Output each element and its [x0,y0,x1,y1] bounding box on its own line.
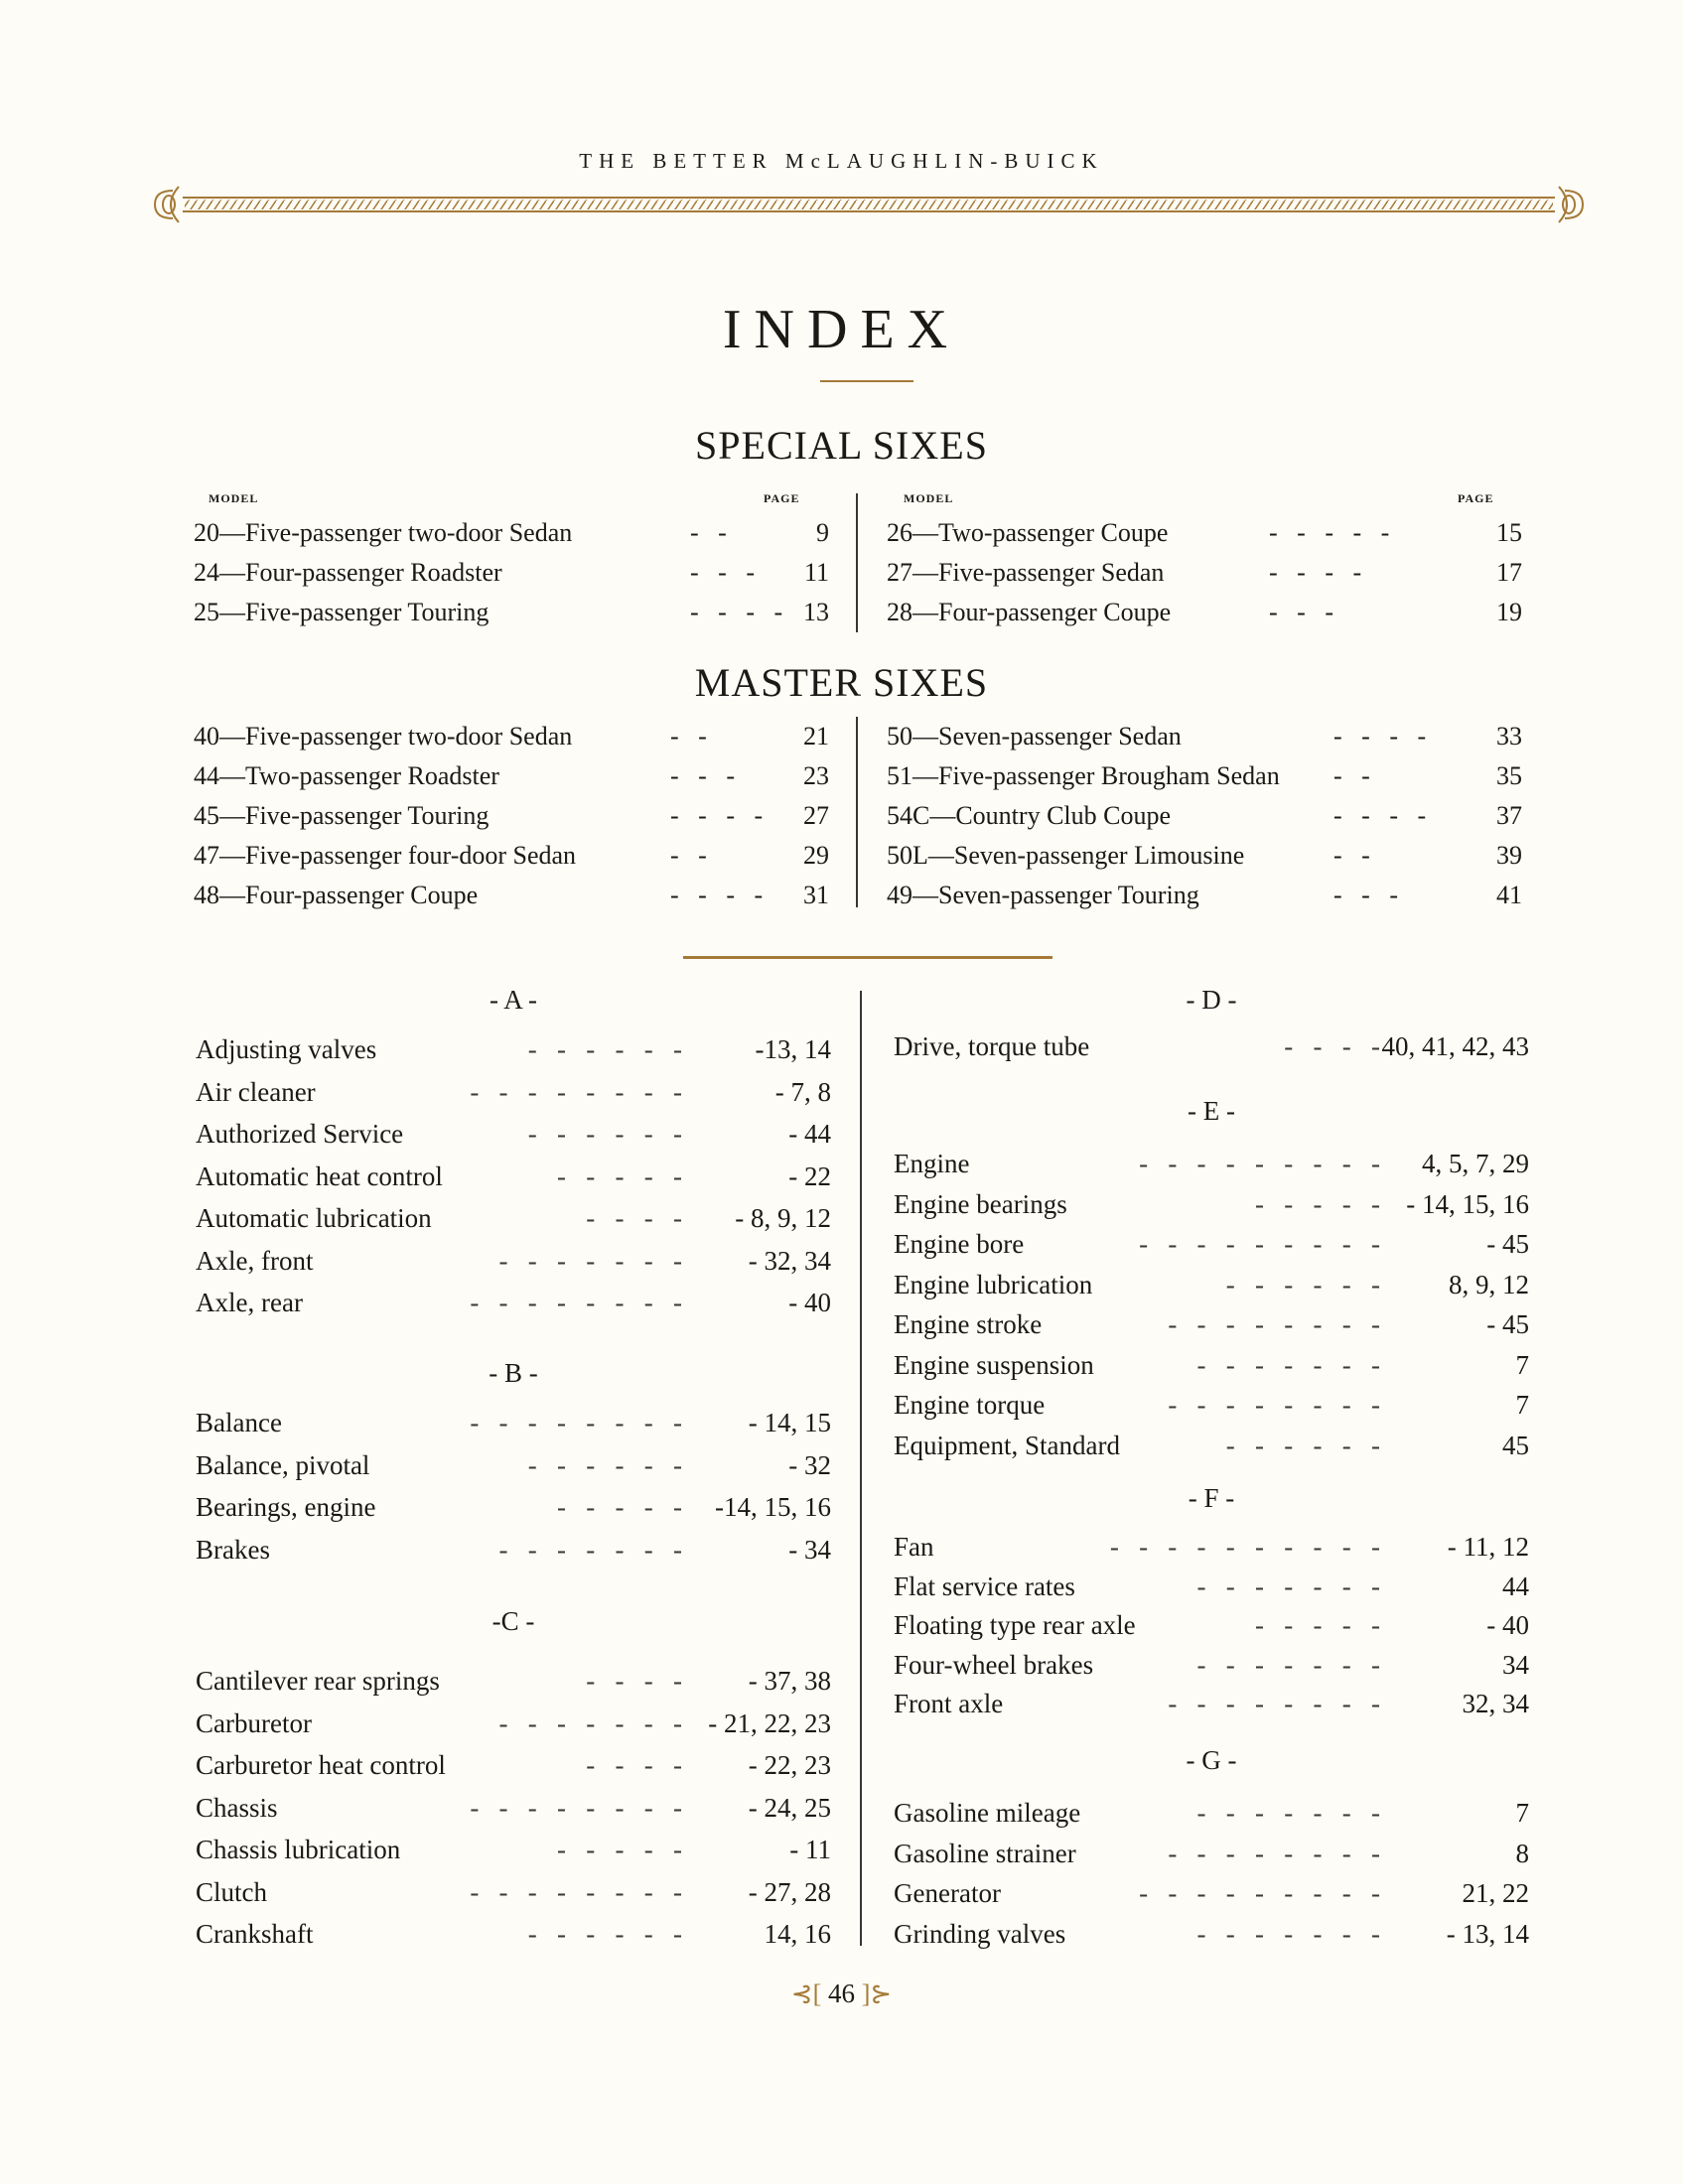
index-entry [894,1385,1529,1425]
entry-term: Adjusting valves [196,1034,377,1064]
page-ref: - 37, 38 [748,1666,831,1696]
page-ref: 23 [803,761,829,790]
index-entry [196,1487,831,1527]
leader-dots: - - - - [586,1666,682,1696]
model-entry [194,836,829,876]
index-entry [894,1567,1529,1606]
index-entry [894,1265,1529,1304]
entry-term: Engine bore [894,1229,1025,1259]
leader-dots: - - - - - - - [1196,1570,1380,1601]
model-name: 50L—Seven-passenger Limousine [887,841,1245,870]
leader-dots: - - - - - - - - [1168,1838,1380,1868]
page-ref: 39 [1496,841,1522,870]
page-ref: - 14, 15 [748,1408,831,1437]
entry-term: Four-wheel brakes [894,1649,1094,1680]
page-ref: - 8, 9, 12 [735,1203,831,1233]
model-entry [194,796,829,836]
leader-dots: - - - - - - [1225,1269,1380,1299]
leader-dots: - - - - - - - - [1168,1689,1380,1718]
model-name: 49—Seven-passenger Touring [887,881,1199,909]
page-ref: 11 [803,558,829,587]
leader-dots: - - [670,841,707,870]
entry-term: Equipment, Standard [894,1430,1120,1460]
index-entry [196,1745,831,1785]
entry-term: Automatic heat control [196,1160,443,1191]
index-entry [894,1345,1529,1385]
page-ref: - 45 [1486,1229,1529,1259]
leader-dots: - - [690,518,727,547]
model-entry [194,717,829,756]
page-ref: 35 [1496,761,1522,790]
page-ref: 41 [1496,881,1522,909]
letter-heading: - B - [489,1358,538,1388]
page-column-header-right: PAGE [1458,491,1494,505]
model-entry [887,593,1522,632]
page-ref: 31 [803,881,829,909]
index-entry [894,1304,1529,1344]
leader-dots: - - - - - - - - [470,1076,682,1107]
entry-term: Crankshaft [196,1919,314,1949]
page-ref: - 32, 34 [748,1245,831,1276]
entry-term: Generator [894,1878,1001,1908]
page-ref: - 24, 25 [748,1792,831,1823]
page-ref: 4, 5, 7, 29 [1422,1149,1529,1178]
page-ref: 40, 41, 42, 43 [1381,1031,1529,1061]
index-entry [196,1830,831,1869]
index-entry [894,1793,1529,1833]
leader-dots: - - - - - [557,1835,682,1864]
page-ref: 27 [803,801,829,830]
entry-term: Fan [894,1532,934,1562]
rope-border-ornament [149,177,1589,232]
index-entry [894,1144,1529,1183]
model-entry [194,756,829,796]
leader-dots: - - - - - [557,1160,682,1191]
page-ref: 44 [1502,1570,1529,1601]
page-ref: 19 [1496,598,1522,626]
page-ref: 8 [1515,1838,1529,1868]
page-ref: 33 [1496,722,1522,751]
page-ref: 37 [1496,801,1522,830]
leader-dots: - - - [690,558,755,587]
leader-dots: - - - - [690,598,783,626]
leader-dots: - - - - - - [1225,1430,1380,1460]
page-ref: 13 [803,598,829,626]
model-name: 20—Five-passenger two-door Sedan [194,518,573,547]
page-ref: - 13, 14 [1446,1918,1529,1949]
letter-heading: - F - [1188,1483,1235,1513]
entry-term: Chassis [196,1792,278,1823]
model-entry [887,717,1522,756]
model-name: 28—Four-passenger Coupe [887,598,1172,626]
entry-term: Floating type rear axle [894,1610,1136,1640]
page-ref: - 45 [1486,1309,1529,1339]
folio-ornament-left: ⊰[ [790,1979,822,2008]
page-ref: 7 [1515,1390,1529,1420]
page-ref: - 34 [788,1534,831,1565]
leader-dots: - - - - - - - - [1168,1390,1380,1420]
model-name: 54C—Country Club Coupe [887,801,1172,830]
index-entry [894,1026,1529,1066]
column-divider [860,991,862,1946]
entry-term: Engine bearings [894,1188,1067,1219]
page-ref: 17 [1496,558,1522,587]
page-ref: - 27, 28 [748,1876,831,1907]
model-entry [887,553,1522,593]
leader-dots: - - - - [670,881,764,909]
page-ref: 21, 22 [1462,1878,1529,1908]
letter-heading: - G - [1186,1745,1237,1775]
letter-heading: -C - [491,1606,535,1636]
index-entry [196,1241,831,1281]
leader-dots: - - - - [1269,558,1362,587]
model-name: 24—Four-passenger Roadster [194,558,502,587]
folio-ornament-right: ]⊱ [861,1979,893,2008]
column-divider [856,717,858,907]
leader-dots: - - - - [1284,1031,1380,1061]
special-sixes-right-list [887,513,1522,632]
model-name: 50—Seven-passenger Sedan [887,722,1182,751]
entry-term: Air cleaner [196,1076,316,1107]
master-sixes-heading: MASTER SIXES [694,660,989,705]
leader-dots: - - - - - - - - [470,1876,682,1907]
leader-dots: - - [1333,841,1370,870]
page-ref: - 11 [789,1835,831,1864]
entry-term: Cantilever rear springs [196,1666,440,1696]
model-name: 44—Two-passenger Roadster [194,761,499,790]
leader-dots: - - - - [670,801,764,830]
index-entry [196,1445,831,1485]
leader-dots: - - - - - - - - - - [1109,1532,1380,1562]
leader-dots: - - - - - - - - [470,1288,682,1317]
page-ref: - 14, 15, 16 [1406,1188,1529,1219]
leader-dots: - - - - - - - - - [1139,1149,1380,1178]
leader-dots: - - - [1269,598,1333,626]
leader-dots: - - - - - - - [1196,1349,1380,1380]
page-ref: - 11, 12 [1447,1532,1529,1562]
entry-term: Carburetor heat control [196,1750,446,1780]
model-name: 45—Five-passenger Touring [194,801,490,830]
model-entry [887,756,1522,796]
index-entry [196,1914,831,1954]
model-entry [194,876,829,915]
page-ref: 29 [803,841,829,870]
index-entry [196,1198,831,1238]
leader-dots: - - [670,722,707,751]
page-ref: 21 [803,722,829,751]
special-sixes-left-list [194,513,829,632]
model-column-header-left: MODEL [209,491,259,505]
entry-term: Axle, front [196,1245,314,1276]
model-entry [887,513,1522,553]
page-ref: - 22, 23 [748,1750,831,1780]
index-entry [196,1403,831,1442]
index-entry [894,1914,1529,1954]
model-entry [194,593,829,632]
entry-term: Gasoline mileage [894,1798,1081,1828]
page-ref: 9 [816,518,829,547]
entry-term: Drive, torque tube [894,1031,1090,1061]
page-ref: - 21, 22, 23 [708,1707,831,1738]
letter-heading: - A - [489,985,537,1015]
page-ref: 32, 34 [1462,1689,1529,1718]
index-entry [894,1224,1529,1264]
leader-dots: - - - - - - - - [470,1408,682,1437]
page-ref: 7 [1515,1349,1529,1380]
running-head: THE BETTER McLAUGHLIN-BUICK [579,149,1104,173]
entry-term: Balance, pivotal [196,1449,370,1480]
model-name: 27—Five-passenger Sedan [887,558,1165,587]
page-ref: 15 [1496,518,1522,547]
index-entry [894,1605,1529,1645]
page-column-header-left: PAGE [764,491,800,505]
model-name: 25—Five-passenger Touring [194,598,490,626]
title-underline [820,380,913,382]
leader-dots: - - - - - [557,1492,682,1522]
index-entry [894,1684,1529,1723]
index-entry [196,1704,831,1743]
section-rule [683,956,1052,959]
leader-dots: - - - - - - - [498,1707,682,1738]
index-entry [196,1157,831,1196]
index-entry [894,1184,1529,1224]
model-entry [194,513,829,553]
leader-dots: - - - - - - - - [470,1792,682,1823]
entry-term: Engine suspension [894,1349,1094,1380]
page-ref: - 40 [1486,1610,1529,1640]
index-entry [196,1029,831,1069]
index-entry [894,1873,1529,1913]
leader-dots: - - - - - - - [498,1534,682,1565]
leader-dots: - - - - - - [527,1034,682,1064]
entry-term: Carburetor [196,1707,312,1738]
leader-dots: - - - - - - - [1196,1798,1380,1828]
model-entry [887,796,1522,836]
leader-dots: - - - - [1333,801,1427,830]
index-entry [894,1527,1529,1567]
leader-dots: - - - - [586,1750,682,1780]
index-entry [196,1072,831,1112]
leader-dots: - - - - - - - - [1168,1309,1380,1339]
leader-dots: - - - - [1333,722,1427,751]
master-sixes-left-list [194,717,829,915]
index-entry [196,1788,831,1828]
index-entry [894,1426,1529,1465]
index-entry [894,1645,1529,1685]
page-ref: - 7, 8 [774,1076,831,1107]
entry-term: Automatic lubrication [196,1203,432,1233]
entry-term: Grinding valves [894,1918,1066,1949]
page-ref: - 40 [788,1288,831,1317]
page-ref: 14, 16 [764,1919,831,1949]
page-ref: -14, 15, 16 [715,1492,831,1522]
page-ref: 8, 9, 12 [1449,1269,1529,1299]
master-sixes-right-list [887,717,1522,915]
model-column-header-right: MODEL [904,491,954,505]
model-name: 47—Five-passenger four-door Sedan [194,841,577,870]
entry-term: Engine torque [894,1390,1046,1420]
leader-dots: - - - - - - - - - [1139,1878,1380,1908]
index-entry [196,1283,831,1322]
page-ref: 7 [1515,1798,1529,1828]
entry-term: Gasoline strainer [894,1838,1076,1868]
index-entry [196,1530,831,1570]
letter-heading: - D - [1186,985,1237,1015]
page-ref: - 44 [788,1119,831,1149]
entry-term: Bearings, engine [196,1492,376,1522]
entry-term: Brakes [196,1534,270,1565]
entry-term: Front axle [894,1689,1004,1718]
leader-dots: - - - - - [1269,518,1390,547]
leader-dots: - - - - - - [527,1919,682,1949]
index-entry [196,1114,831,1154]
column-divider [856,493,858,632]
leader-dots: - - - [670,761,735,790]
model-name: 51—Five-passenger Brougham Sedan [887,761,1280,790]
entry-term: Engine lubrication [894,1269,1093,1299]
page-ref: -13, 14 [755,1034,831,1064]
page-ref: 34 [1502,1649,1529,1680]
entry-term: Balance [196,1408,282,1437]
model-name: 48—Four-passenger Coupe [194,881,479,909]
leader-dots: - - [1333,761,1370,790]
leader-dots: - - - - - - [527,1119,682,1149]
page-folio [0,1979,1683,2009]
leader-dots: - - - - [586,1203,682,1233]
entry-term: Chassis lubrication [196,1835,401,1864]
leader-dots: - - - - - - - [498,1245,682,1276]
entry-term: Engine stroke [894,1309,1043,1339]
model-entry [887,876,1522,915]
model-name: 40—Five-passenger two-door Sedan [194,722,573,751]
leader-dots: - - - - - - - [1196,1918,1380,1949]
leader-dots: - - - - - [1255,1610,1380,1640]
index-entry [196,1872,831,1912]
page-number: 46 [828,1979,855,2008]
entry-term: Authorized Service [196,1119,404,1149]
special-sixes-heading: SPECIAL SIXES [695,423,988,468]
model-entry [194,553,829,593]
entry-term: Engine [894,1149,970,1178]
leader-dots: - - - [1333,881,1398,909]
entry-term: Axle, rear [196,1288,303,1317]
leader-dots: - - - - - - [527,1449,682,1480]
page-ref: - 22 [788,1160,831,1191]
entry-term: Flat service rates [894,1570,1075,1601]
leader-dots: - - - - - - - [1196,1649,1380,1680]
model-name: 26—Two-passenger Coupe [887,518,1169,547]
page-title: INDEX [722,299,961,360]
page-ref: 45 [1502,1430,1529,1460]
index-entry [894,1834,1529,1873]
leader-dots: - - - - - - - - - [1139,1229,1380,1259]
entry-term: Clutch [196,1876,267,1907]
leader-dots: - - - - - [1255,1188,1380,1219]
letter-heading: - E - [1188,1096,1235,1126]
index-entry [196,1661,831,1701]
model-entry [887,836,1522,876]
page-ref: - 32 [788,1449,831,1480]
